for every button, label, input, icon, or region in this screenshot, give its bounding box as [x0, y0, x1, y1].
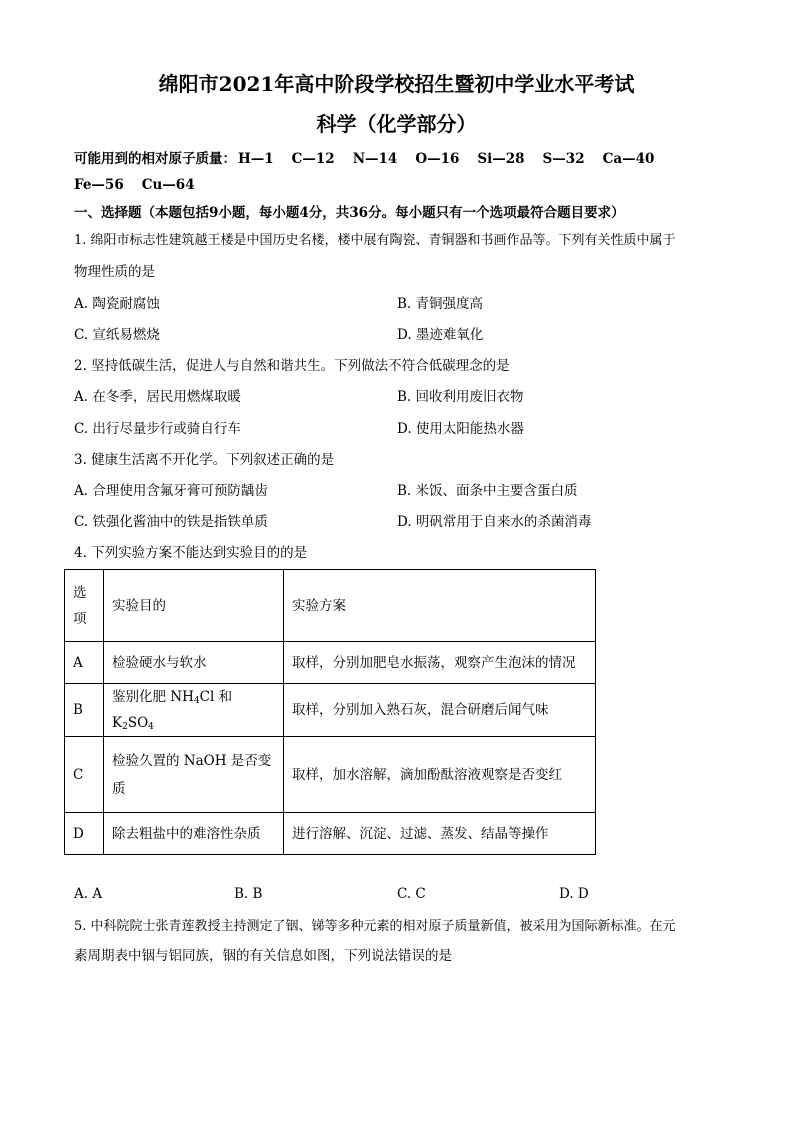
q4-option-c: C. C: [397, 886, 426, 902]
row-plan-cell: 取样，加水溶解，滴加酚酞溶液观察是否变红: [284, 737, 596, 813]
atomic-mass-item: Si—28: [477, 151, 525, 167]
q3-option-a: A. 合理使用含氟牙膏可预防龋齿: [74, 483, 268, 499]
row-plan-cell: 取样，分别加肥皂水振荡，观察产生泡沫的情况: [284, 642, 596, 684]
row-option-cell: B: [65, 684, 104, 737]
exam-subtitle: 科学（化学部分）: [316, 112, 477, 136]
header-option-cell: [65, 570, 104, 642]
row-purpose-cell: 检验硬水与软水: [104, 642, 284, 684]
q1-option-b: B. 青铜强度高: [397, 296, 484, 312]
q2-option-c: C. 出行尽量步行或骑自行车: [74, 421, 241, 437]
formula-text: SO: [127, 715, 149, 731]
q2-option-d: D. 使用太阳能热水器: [397, 421, 524, 437]
formula-text: 鉴别化肥 NH: [112, 689, 194, 705]
q4-option-a: A. A: [74, 886, 103, 902]
q1-option-a: A. 陶瓷耐腐蚀: [74, 296, 160, 312]
row-purpose-cell: [104, 684, 284, 737]
table-header-row: [65, 570, 596, 642]
q3-option-c: C. 铁强化酱油中的铁是指铁单质: [74, 514, 268, 530]
atomic-mass-item: N—14: [352, 151, 398, 167]
row-purpose-cell: [104, 737, 284, 813]
header-purpose-cell: 实验目的: [104, 570, 284, 642]
row-option-cell: A: [65, 642, 104, 684]
q2-option-b: B. 回收利用废旧衣物: [397, 389, 524, 405]
atomic-masses-line2: [74, 176, 213, 194]
row-purpose-text: 检验久置的 NaOH 是否变: [112, 752, 272, 769]
atomic-masses-label: 可能用到的相对原子质量：: [74, 151, 236, 167]
atomic-mass-item: Ca—40: [602, 151, 655, 167]
header-option-text: 项: [73, 610, 87, 627]
q1-option-c: C. 宣纸易燃烧: [74, 327, 160, 343]
atomic-mass-item: H—1: [238, 151, 274, 167]
q5-stem-line1: 5. 中科院院士张青莲教授主持测定了铟、锑等多种元素的相对原子质量新值，被采用为国际新标准。在元: [74, 919, 676, 934]
row-plan-cell: 取样，分别加入熟石灰，混合研磨后闻气味: [284, 684, 596, 737]
q2-option-a: A. 在冬季，居民用燃煤取暖: [74, 389, 241, 405]
q3-stem: 3. 健康生活离不开化学。下列叙述正确的是: [74, 452, 335, 468]
formula-text: Cl 和 K: [112, 689, 233, 731]
row-plan-cell: 进行溶解、沉淀、过滤、蒸发、结晶等操作: [284, 813, 596, 855]
atomic-mass-item: O—16: [415, 151, 460, 167]
q4-option-d: D. D: [559, 886, 589, 902]
q4-option-b: B. B: [234, 886, 263, 902]
exam-title: 绵阳市2021年高中阶段学校招生暨初中学业水平考试: [158, 72, 635, 96]
table-row: [65, 684, 596, 737]
atomic-mass-item: C—12: [291, 151, 335, 167]
atomic-mass-item: Fe—56: [74, 177, 124, 193]
table-row: [65, 642, 596, 684]
formula-subscript: 4: [148, 722, 154, 732]
header-plan-cell: 实验方案: [284, 570, 596, 642]
atomic-masses-line1: [74, 150, 672, 168]
table-row: [65, 737, 596, 813]
formula-subscript: 4: [193, 696, 200, 706]
q3-option-b: B. 米饭、面条中主要含蛋白质: [397, 483, 578, 499]
q2-stem: 2. 坚持低碳生活，促进人与自然和谐共生。下列做法不符合低碳理念的是: [74, 358, 510, 374]
header-option-text: 选: [73, 584, 87, 601]
q1-option-d: D. 墨迹难氧化: [397, 327, 484, 343]
q5-stem-line2: 素周期表中铟与铝同族，铟的有关信息如图，下列说法错误的是: [74, 948, 452, 964]
q4-stem: 4. 下列实验方案不能达到实验目的的是: [74, 545, 308, 561]
row-option-cell: D: [65, 813, 104, 855]
table-row: [65, 813, 596, 855]
formula-subscript: 2: [122, 722, 128, 732]
row-purpose-text: 质: [112, 780, 126, 797]
q1-stem-line1: 1. 绵阳市标志性建筑越王楼是中国历史名楼，楼中展有陶瓷、青铜器和书画作品等。下列有关性质中属于: [74, 233, 676, 248]
experiment-table: [64, 569, 596, 855]
atomic-mass-item: S—32: [542, 151, 585, 167]
section-heading: 一、选择题（本题包括9小题，每小题4分，共36分。每小题只有一个选项最符合题目要求）: [74, 205, 625, 221]
q3-option-d: D. 明矾常用于自来水的杀菌消毒: [397, 514, 592, 530]
atomic-mass-item: Cu—64: [141, 177, 195, 193]
q1-stem-line2: 物理性质的是: [74, 264, 155, 280]
row-purpose-cell: 除去粗盐中的难溶性杂质: [104, 813, 284, 855]
row-option-cell: C: [65, 737, 104, 813]
